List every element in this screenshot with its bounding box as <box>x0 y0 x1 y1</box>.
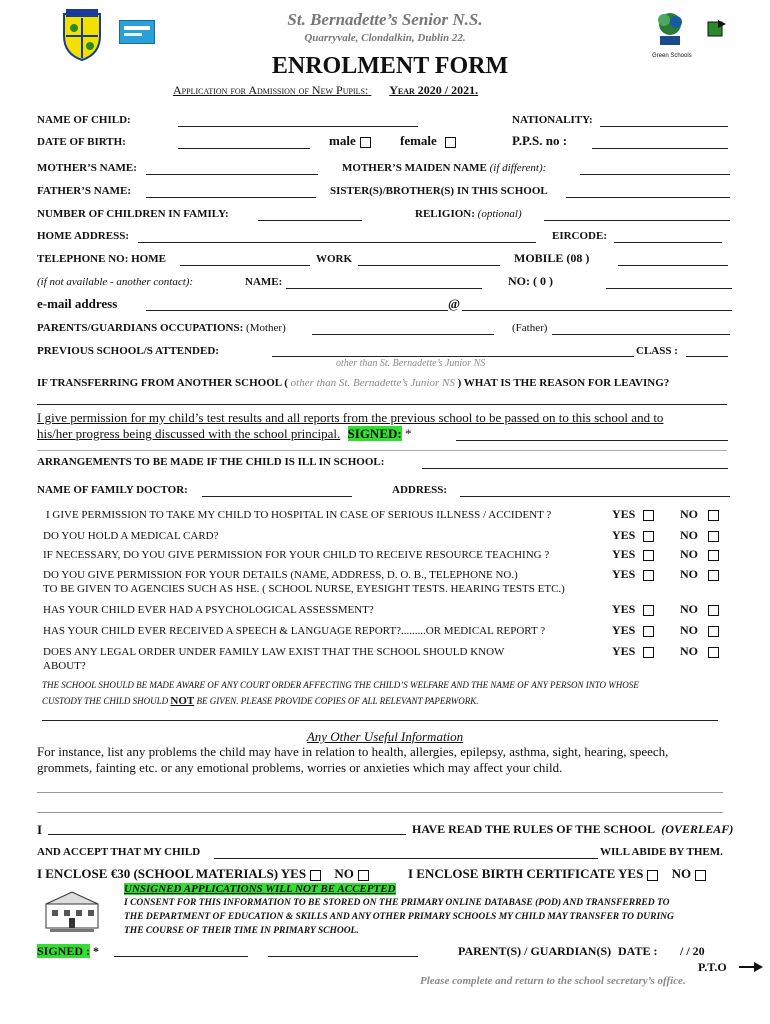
no-checkbox[interactable] <box>708 626 719 637</box>
yes-label: YES <box>612 567 636 581</box>
mobile-input[interactable] <box>618 265 728 266</box>
yes-checkbox[interactable] <box>643 570 654 581</box>
permission-extra-line <box>37 450 727 451</box>
question-no-option[interactable] <box>680 602 719 617</box>
form-subtitle <box>173 83 478 98</box>
mothers-name-label: MOTHER’S NAME: <box>37 162 137 174</box>
question-yes-option[interactable] <box>612 528 654 543</box>
permission-star: * <box>404 426 412 441</box>
accept-child-input[interactable] <box>214 858 598 859</box>
mothers-maiden-label <box>342 162 546 174</box>
father-occ-label: (Father) <box>512 322 548 334</box>
no-checkbox[interactable] <box>708 570 719 581</box>
female-checkbox[interactable] <box>445 137 456 148</box>
fathers-name-label: FATHER’S NAME: <box>37 185 132 197</box>
yes-label: YES <box>612 623 636 637</box>
no-checkbox[interactable] <box>708 510 719 521</box>
transfer-reason-input[interactable] <box>37 404 727 405</box>
unsigned-text-a: UNSIGNED APPLICATIONS WILL <box>124 883 293 895</box>
materials-no-checkbox[interactable] <box>358 870 369 881</box>
occupations-label <box>37 322 286 334</box>
question-no-option[interactable] <box>680 507 719 522</box>
date-of-birth-label: DATE OF BIRTH: <box>37 136 126 148</box>
date-of-birth-input[interactable] <box>178 148 310 149</box>
mothers-name-input[interactable] <box>146 174 318 175</box>
consent-line-3: THE COURSE OF THEIR TIME IN PRIMARY SCHOOL. <box>124 926 359 936</box>
permission-signature-input[interactable] <box>456 440 728 441</box>
no-label: NO <box>680 644 698 658</box>
ill-label: ARRANGEMENTS TO BE MADE IF THE CHILD IS ILL IN SCHOOL: <box>37 456 385 468</box>
subtitle-text: Application for Admission of New Pupils: <box>173 83 369 97</box>
tel-home-label: TELEPHONE NO: HOME <box>37 253 166 265</box>
tel-home-input[interactable] <box>180 265 310 266</box>
nationality-input[interactable] <box>600 126 728 127</box>
rules-overleaf: (OVERLEAF) <box>661 822 734 836</box>
date-input[interactable]: / / 20 <box>680 944 705 958</box>
rules-name-input[interactable] <box>48 834 406 835</box>
question-text: DO YOU GIVE PERMISSION FOR YOUR DETAILS (NAME, ADDRESS, D. O. B., TELEPHONE NO.) <box>43 569 518 581</box>
no-checkbox[interactable] <box>708 647 719 658</box>
useful-info-title: Any Other Useful Information <box>306 729 464 744</box>
page-title: ENROLMENT FORM <box>271 53 509 79</box>
yes-checkbox[interactable] <box>643 626 654 637</box>
num-children-label: NUMBER OF CHILDREN IN FAMILY: <box>37 208 229 220</box>
useful-info-input-1[interactable] <box>37 792 723 793</box>
contact-name-label: NAME: <box>245 276 283 288</box>
occupations-text: PARENTS/GUARDIANS OCCUPATIONS: <box>37 322 244 334</box>
court-order-line-1: THE SCHOOL SHOULD BE MADE AWARE OF ANY COURT ORDER AFFECTING THE CHILD’S WELFARE AND THE NAME OF ANY PERSON INTO WHOSE <box>42 680 639 690</box>
contact-name-input[interactable] <box>286 288 482 289</box>
year-text: Year 2020 / 2021. <box>389 83 479 97</box>
question-no-option[interactable] <box>680 567 719 582</box>
male-option[interactable] <box>329 133 371 149</box>
female-label: female <box>400 133 437 148</box>
final-signed-star: * <box>93 944 100 958</box>
email-user-input[interactable] <box>146 310 448 311</box>
eircode-input[interactable] <box>614 242 722 243</box>
contact-no-label: NO: ( 0 ) <box>508 274 553 288</box>
consent-line-2: THE DEPARTMENT OF EDUCATION & SKILLS AND ANY OTHER PRIMARY SCHOOLS MY CHILD MAY TRANSFER TO DURING <box>124 912 674 922</box>
other-than-note: other than St. Bernadette’s Junior NS <box>336 358 486 369</box>
birth-no-checkbox[interactable] <box>695 870 706 881</box>
abide-label: WILL ABIDE BY THEM. <box>600 846 723 858</box>
question-text-continued: ABOUT? <box>43 660 86 672</box>
question-yes-option[interactable] <box>612 507 654 522</box>
religion-input[interactable] <box>544 220 730 221</box>
pps-input[interactable] <box>592 148 728 149</box>
no-label: NO <box>680 507 698 521</box>
nationality-label: NATIONALITY: <box>512 114 593 126</box>
home-address-input[interactable] <box>138 242 536 243</box>
doctor-address-label: ADDRESS: <box>392 484 448 496</box>
final-signed-label: SIGNED : <box>37 944 91 958</box>
doctor-label: NAME OF FAMILY DOCTOR: <box>37 484 188 496</box>
green-schools-caption: Green Schools <box>652 53 692 59</box>
unsigned-text-b: BE ACCEPTED <box>320 883 396 895</box>
question-no-option[interactable] <box>680 644 719 659</box>
question-yes-option[interactable] <box>612 567 654 582</box>
religion-text: RELIGION: <box>415 208 475 220</box>
rules-read-text: HAVE READ THE RULES OF THE SCHOOL <box>412 822 655 836</box>
tel-work-input[interactable] <box>358 265 500 266</box>
yes-checkbox[interactable] <box>643 605 654 616</box>
yes-label: YES <box>612 602 636 616</box>
question-text: DOES ANY LEGAL ORDER UNDER FAMILY LAW EXIST THAT THE SCHOOL SHOULD KNOW <box>43 646 505 658</box>
useful-info-line-2: grommets, fainting etc. or any emotional problems, worries or anxieties which may affect your child. <box>37 760 563 775</box>
question-text: DO YOU HOLD A MEDICAL CARD? <box>43 530 219 542</box>
arrow-right-icon <box>738 960 764 978</box>
mothers-maiden-input[interactable] <box>580 174 730 175</box>
yes-checkbox[interactable] <box>643 647 654 658</box>
final-signed <box>37 944 99 959</box>
enclose-materials-text: I ENCLOSE €30 (SCHOOL MATERIALS) YES <box>37 866 307 881</box>
previous-school-label: PREVIOUS SCHOOL/S ATTENDED: <box>37 345 219 357</box>
rules-read-label <box>412 822 733 837</box>
female-option[interactable] <box>400 133 456 149</box>
signature-input-2[interactable] <box>268 956 418 957</box>
question-yes-option[interactable] <box>612 623 654 638</box>
school-building-image <box>42 888 102 934</box>
birth-no-label: NO <box>671 866 692 881</box>
yes-checkbox[interactable] <box>643 510 654 521</box>
mobile-label: MOBILE (08 ) <box>514 251 590 265</box>
unsigned-warning <box>124 883 396 895</box>
yes-label: YES <box>612 547 636 561</box>
enclose-birth-cert <box>408 866 706 882</box>
permission-line-1: I give permission for my child’s test results and all reports from the previous school to be passed on to this school and to <box>37 410 664 425</box>
name-of-child-label: NAME OF CHILD: <box>37 114 131 126</box>
useful-info-input-2[interactable] <box>37 812 723 813</box>
yes-checkbox[interactable] <box>643 531 654 542</box>
mothers-maiden-text: MOTHER’S MAIDEN NAME <box>342 162 487 174</box>
mother-occupation-input[interactable] <box>312 334 494 335</box>
question-no-option[interactable] <box>680 623 719 638</box>
yes-label: YES <box>612 644 636 658</box>
question-yes-option[interactable] <box>612 602 654 617</box>
male-label: male <box>329 133 356 148</box>
no-label: NO <box>680 602 698 616</box>
yes-label: YES <box>612 528 636 542</box>
ill-input[interactable] <box>422 468 728 469</box>
question-yes-option[interactable] <box>612 644 654 659</box>
school-name: St. Bernadette’s Senior N.S. <box>287 10 483 29</box>
rules-i: I <box>37 822 43 837</box>
another-contact-label: (if not available - another contact): <box>37 276 194 288</box>
enclose-birth-text: I ENCLOSE BIRTH CERTIFICATE YES <box>408 866 644 881</box>
court-order-line-2 <box>42 695 478 707</box>
no-label: NO <box>680 567 698 581</box>
father-occupation-input[interactable] <box>552 334 730 335</box>
return-note: Please complete and return to the school secretary’s office. <box>420 975 686 987</box>
question-yes-option[interactable] <box>612 547 654 562</box>
school-address: Quarryvale, Clondalkin, Dublin 22. <box>304 32 466 44</box>
name-of-child-input[interactable] <box>178 126 418 127</box>
if-different-text: (if different): <box>489 162 547 174</box>
question-text: HAS YOUR CHILD EVER RECEIVED A SPEECH & LANGUAGE REPORT?.........OR MEDICAL REPORT ? <box>43 625 546 637</box>
religion-label <box>415 208 522 220</box>
at-symbol: @ <box>448 296 461 311</box>
question-text: I GIVE PERMISSION TO TAKE MY CHILD TO HOSPITAL IN CASE OF SERIOUS ILLNESS / ACCIDENT ? <box>46 509 552 521</box>
email-domain-input[interactable] <box>462 310 732 311</box>
court-order-divider <box>42 720 718 721</box>
no-checkbox[interactable] <box>708 550 719 561</box>
transfer-text-b: other than St. Bernadette’s Junior NS <box>290 377 455 389</box>
contact-no-input[interactable] <box>606 288 732 289</box>
mother-occ-text: (Mother) <box>246 322 286 334</box>
court-text-b: BE GIVEN. PLEASE PROVIDE COPIES OF ALL RELEVANT PAPERWORK. <box>196 696 479 706</box>
siblings-label: SISTER(S)/BROTHER(S) IN THIS SCHOOL <box>330 185 548 197</box>
transfer-text-c: ) WHAT IS THE REASON FOR LEAVING? <box>457 377 670 389</box>
transfer-question <box>37 377 669 389</box>
siblings-input[interactable] <box>566 197 730 198</box>
doctor-address-input[interactable] <box>460 496 730 497</box>
no-label: NO <box>680 528 698 542</box>
materials-no-label: NO <box>334 866 354 881</box>
question-text-continued: TO BE GIVEN TO AGENCIES SUCH AS HSE. ( SCHOOL NURSE, EYESIGHT TESTS. HEARING TESTS ETC.) <box>43 583 565 595</box>
num-children-input[interactable] <box>258 220 362 221</box>
yes-checkbox[interactable] <box>643 550 654 561</box>
class-label: CLASS : <box>636 345 678 357</box>
home-address-label: HOME ADDRESS: <box>37 230 129 242</box>
eircode-label: EIRCODE: <box>552 230 608 242</box>
question-no-option[interactable] <box>680 547 719 562</box>
permission-signed-label: SIGNED: <box>347 426 402 441</box>
no-label: NO <box>680 623 698 637</box>
optional-text: (optional) <box>477 208 522 220</box>
court-not: NOT <box>170 695 195 707</box>
question-no-option[interactable] <box>680 528 719 543</box>
previous-school-input[interactable] <box>272 356 634 357</box>
no-checkbox[interactable] <box>708 531 719 542</box>
question-text: HAS YOUR CHILD EVER HAD A PSYCHOLOGICAL ASSESSMENT? <box>43 604 374 616</box>
parents-label: PARENT(S) / GUARDIAN(S) <box>458 944 612 958</box>
unsigned-not: NOT <box>295 883 318 895</box>
fathers-name-input[interactable] <box>146 197 316 198</box>
birth-yes-checkbox[interactable] <box>647 870 658 881</box>
transfer-text-a: IF TRANSFERRING FROM ANOTHER SCHOOL ( <box>37 377 288 389</box>
consent-line-1: I CONSENT FOR THIS INFORMATION TO BE STORED ON THE PRIMARY ONLINE DATABASE (POD) AND TRANSFERRED TO <box>124 898 670 908</box>
no-checkbox[interactable] <box>708 605 719 616</box>
accept-label: AND ACCEPT THAT MY CHILD <box>37 846 201 858</box>
useful-info-line-1: For instance, list any problems the child may have in relation to health, allergies, epilepsy, asthma, sight, hearing, speech, <box>37 744 669 759</box>
signature-input-1[interactable] <box>114 956 248 957</box>
pps-label: P.P.S. no : <box>512 133 568 148</box>
court-text-a: CUSTODY THE CHILD SHOULD <box>42 696 169 706</box>
email-label: e-mail address <box>37 296 118 311</box>
pto-label: P.T.O <box>698 960 727 974</box>
materials-yes-checkbox[interactable] <box>310 870 321 881</box>
tel-work-label: WORK <box>316 253 353 265</box>
enclose-materials <box>37 866 369 882</box>
date-label: DATE : <box>618 944 658 958</box>
permission-text-2: his/her progress being discussed with the school principal. <box>37 426 341 441</box>
male-checkbox[interactable] <box>360 137 371 148</box>
no-label: NO <box>680 547 698 561</box>
doctor-input[interactable] <box>202 496 352 497</box>
permission-line-2 <box>37 426 411 442</box>
class-input[interactable] <box>686 356 728 357</box>
question-text: IF NECESSARY, DO YOU GIVE PERMISSION FOR YOUR CHILD TO RECEIVE RESOURCE TEACHING ? <box>43 549 550 561</box>
yes-label: YES <box>612 507 636 521</box>
